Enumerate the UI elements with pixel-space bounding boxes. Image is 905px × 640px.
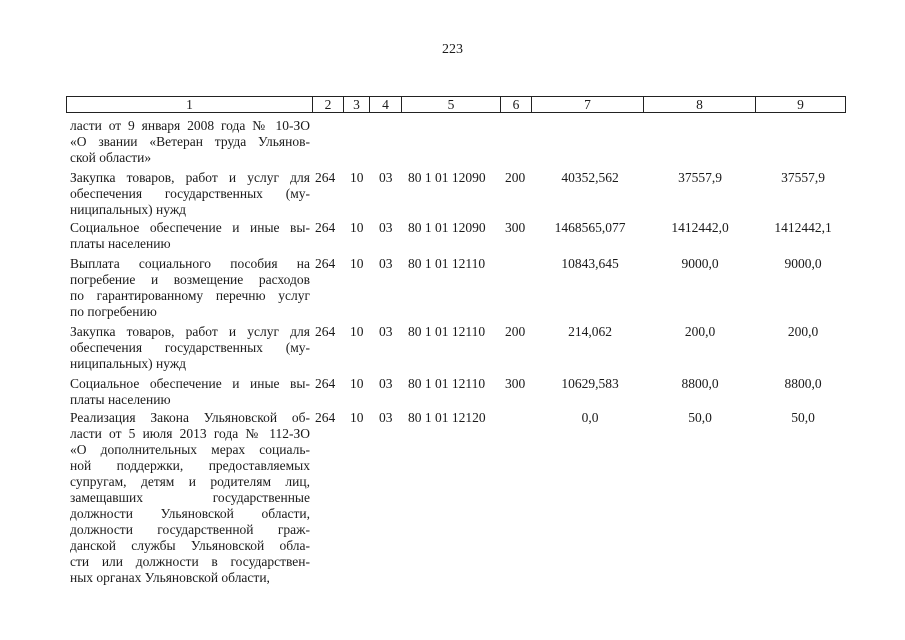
description-line: ниципальных) нужд xyxy=(70,356,187,371)
cell-col-6: 200 xyxy=(505,170,526,185)
cell-col-7: 10843,645 xyxy=(561,256,619,271)
cell-col-2: 264 xyxy=(315,256,336,271)
cell-col-7: 1468565,077 xyxy=(554,220,626,235)
cell-col-9: 37557,9 xyxy=(781,170,825,185)
header-col-3: 3 xyxy=(343,97,369,112)
row-description xyxy=(70,376,310,408)
description-line: супругам, детям и родителям лиц, xyxy=(70,474,310,489)
cell-col-4: 03 xyxy=(379,220,393,235)
header-col-2: 2 xyxy=(312,97,343,112)
cell-col-9: 9000,0 xyxy=(784,256,822,271)
cell-col-8: 1412442,0 xyxy=(671,220,729,235)
description-line: данской службы Ульяновской обла- xyxy=(70,538,310,553)
cell-col-6: 300 xyxy=(505,220,526,235)
cell-col-6: 200 xyxy=(505,324,526,339)
cell-col-9: 8800,0 xyxy=(784,376,822,391)
description-line: Закупка товаров, работ и услуг для xyxy=(70,170,310,185)
cell-col-4: 03 xyxy=(379,410,393,425)
cell-col-2: 264 xyxy=(315,376,336,391)
cell-col-3: 10 xyxy=(350,410,364,425)
header-col-9: 9 xyxy=(755,97,845,112)
cell-col-4: 03 xyxy=(379,170,393,185)
description-line: ниципальных) нужд xyxy=(70,202,187,217)
cell-col-5: 80 1 01 12090 xyxy=(408,170,486,185)
header-col-8: 8 xyxy=(643,97,755,112)
cell-col-8: 50,0 xyxy=(688,410,712,425)
cell-col-7: 40352,562 xyxy=(561,170,619,185)
description-line: Закупка товаров, работ и услуг для xyxy=(70,324,310,339)
description-line: «О дополнительных мерах социаль- xyxy=(70,442,310,457)
cell-col-7: 10629,583 xyxy=(561,376,619,391)
cell-col-5: 80 1 01 12110 xyxy=(408,376,486,391)
cell-col-5: 80 1 01 12120 xyxy=(408,410,486,425)
description-line: ных органах Ульяновской области, xyxy=(70,570,270,585)
page-number: 223 xyxy=(442,42,463,57)
cell-col-7: 0,0 xyxy=(581,410,599,425)
description-line: платы населению xyxy=(70,236,171,251)
cell-col-2: 264 xyxy=(315,324,336,339)
cell-col-8: 8800,0 xyxy=(681,376,719,391)
description-line: сти или должности в государствен- xyxy=(70,554,310,569)
cell-col-3: 10 xyxy=(350,376,364,391)
header-col-1: 1 xyxy=(186,97,193,112)
header-col-4: 4 xyxy=(369,97,401,112)
cell-col-3: 10 xyxy=(350,170,364,185)
description-line: должности государственной граж- xyxy=(70,522,310,537)
description-line: Реализация Закона Ульяновской об- xyxy=(70,410,310,425)
row-description xyxy=(70,324,310,372)
description-line: по гарантированному перечню услуг xyxy=(70,288,310,303)
description-line: должности Ульяновской области, xyxy=(70,506,310,521)
row-description xyxy=(70,170,310,218)
cell-col-4: 03 xyxy=(379,324,393,339)
description-line: по погребению xyxy=(70,304,157,319)
description-line: обеспечения государственных (му- xyxy=(70,186,310,201)
cell-col-2: 264 xyxy=(315,220,336,235)
cell-col-5: 80 1 01 12110 xyxy=(408,256,486,271)
description-line: Социальное обеспечение и иные вы- xyxy=(70,376,310,391)
description-line: «О звании «Ветеран труда Ульянов- xyxy=(70,134,310,149)
cell-col-7: 214,062 xyxy=(568,324,612,339)
cell-col-5: 80 1 01 12110 xyxy=(408,324,486,339)
cell-col-8: 9000,0 xyxy=(681,256,719,271)
description-line: ласти от 9 января 2008 года № 10-ЗО xyxy=(70,118,310,133)
cell-col-8: 37557,9 xyxy=(678,170,722,185)
cell-col-8: 200,0 xyxy=(684,324,716,339)
row-description xyxy=(70,118,310,166)
row-description xyxy=(70,256,310,320)
cell-col-3: 10 xyxy=(350,324,364,339)
description-line: Социальное обеспечение и иные вы- xyxy=(70,220,310,235)
header-col-7: 7 xyxy=(531,97,643,112)
cell-col-6: 300 xyxy=(505,376,526,391)
row-description xyxy=(70,220,310,252)
cell-col-4: 03 xyxy=(379,256,393,271)
description-line: обеспечения государственных (му- xyxy=(70,340,310,355)
cell-col-5: 80 1 01 12090 xyxy=(408,220,486,235)
description-line: ской области» xyxy=(70,150,152,165)
cell-col-9: 1412442,1 xyxy=(774,220,832,235)
cell-col-4: 03 xyxy=(379,376,393,391)
cell-col-2: 264 xyxy=(315,410,336,425)
cell-col-2: 264 xyxy=(315,170,336,185)
row-description xyxy=(70,410,310,586)
cell-col-3: 10 xyxy=(350,220,364,235)
cell-col-9: 200,0 xyxy=(787,324,819,339)
cell-col-9: 50,0 xyxy=(791,410,815,425)
description-line: погребение и возмещение расходов xyxy=(70,272,310,287)
header-col-6: 6 xyxy=(500,97,531,112)
header-col-5: 5 xyxy=(401,97,500,112)
description-line: платы населению xyxy=(70,392,171,407)
description-line: ной поддержки, предоставляемых xyxy=(70,458,310,473)
description-line: Выплата социального пособия на xyxy=(70,256,310,271)
cell-col-3: 10 xyxy=(350,256,364,271)
description-line: замещавших государственные xyxy=(70,490,310,505)
table-header xyxy=(66,96,846,113)
description-line: ласти от 5 июля 2013 года № 112-ЗО xyxy=(70,426,310,441)
